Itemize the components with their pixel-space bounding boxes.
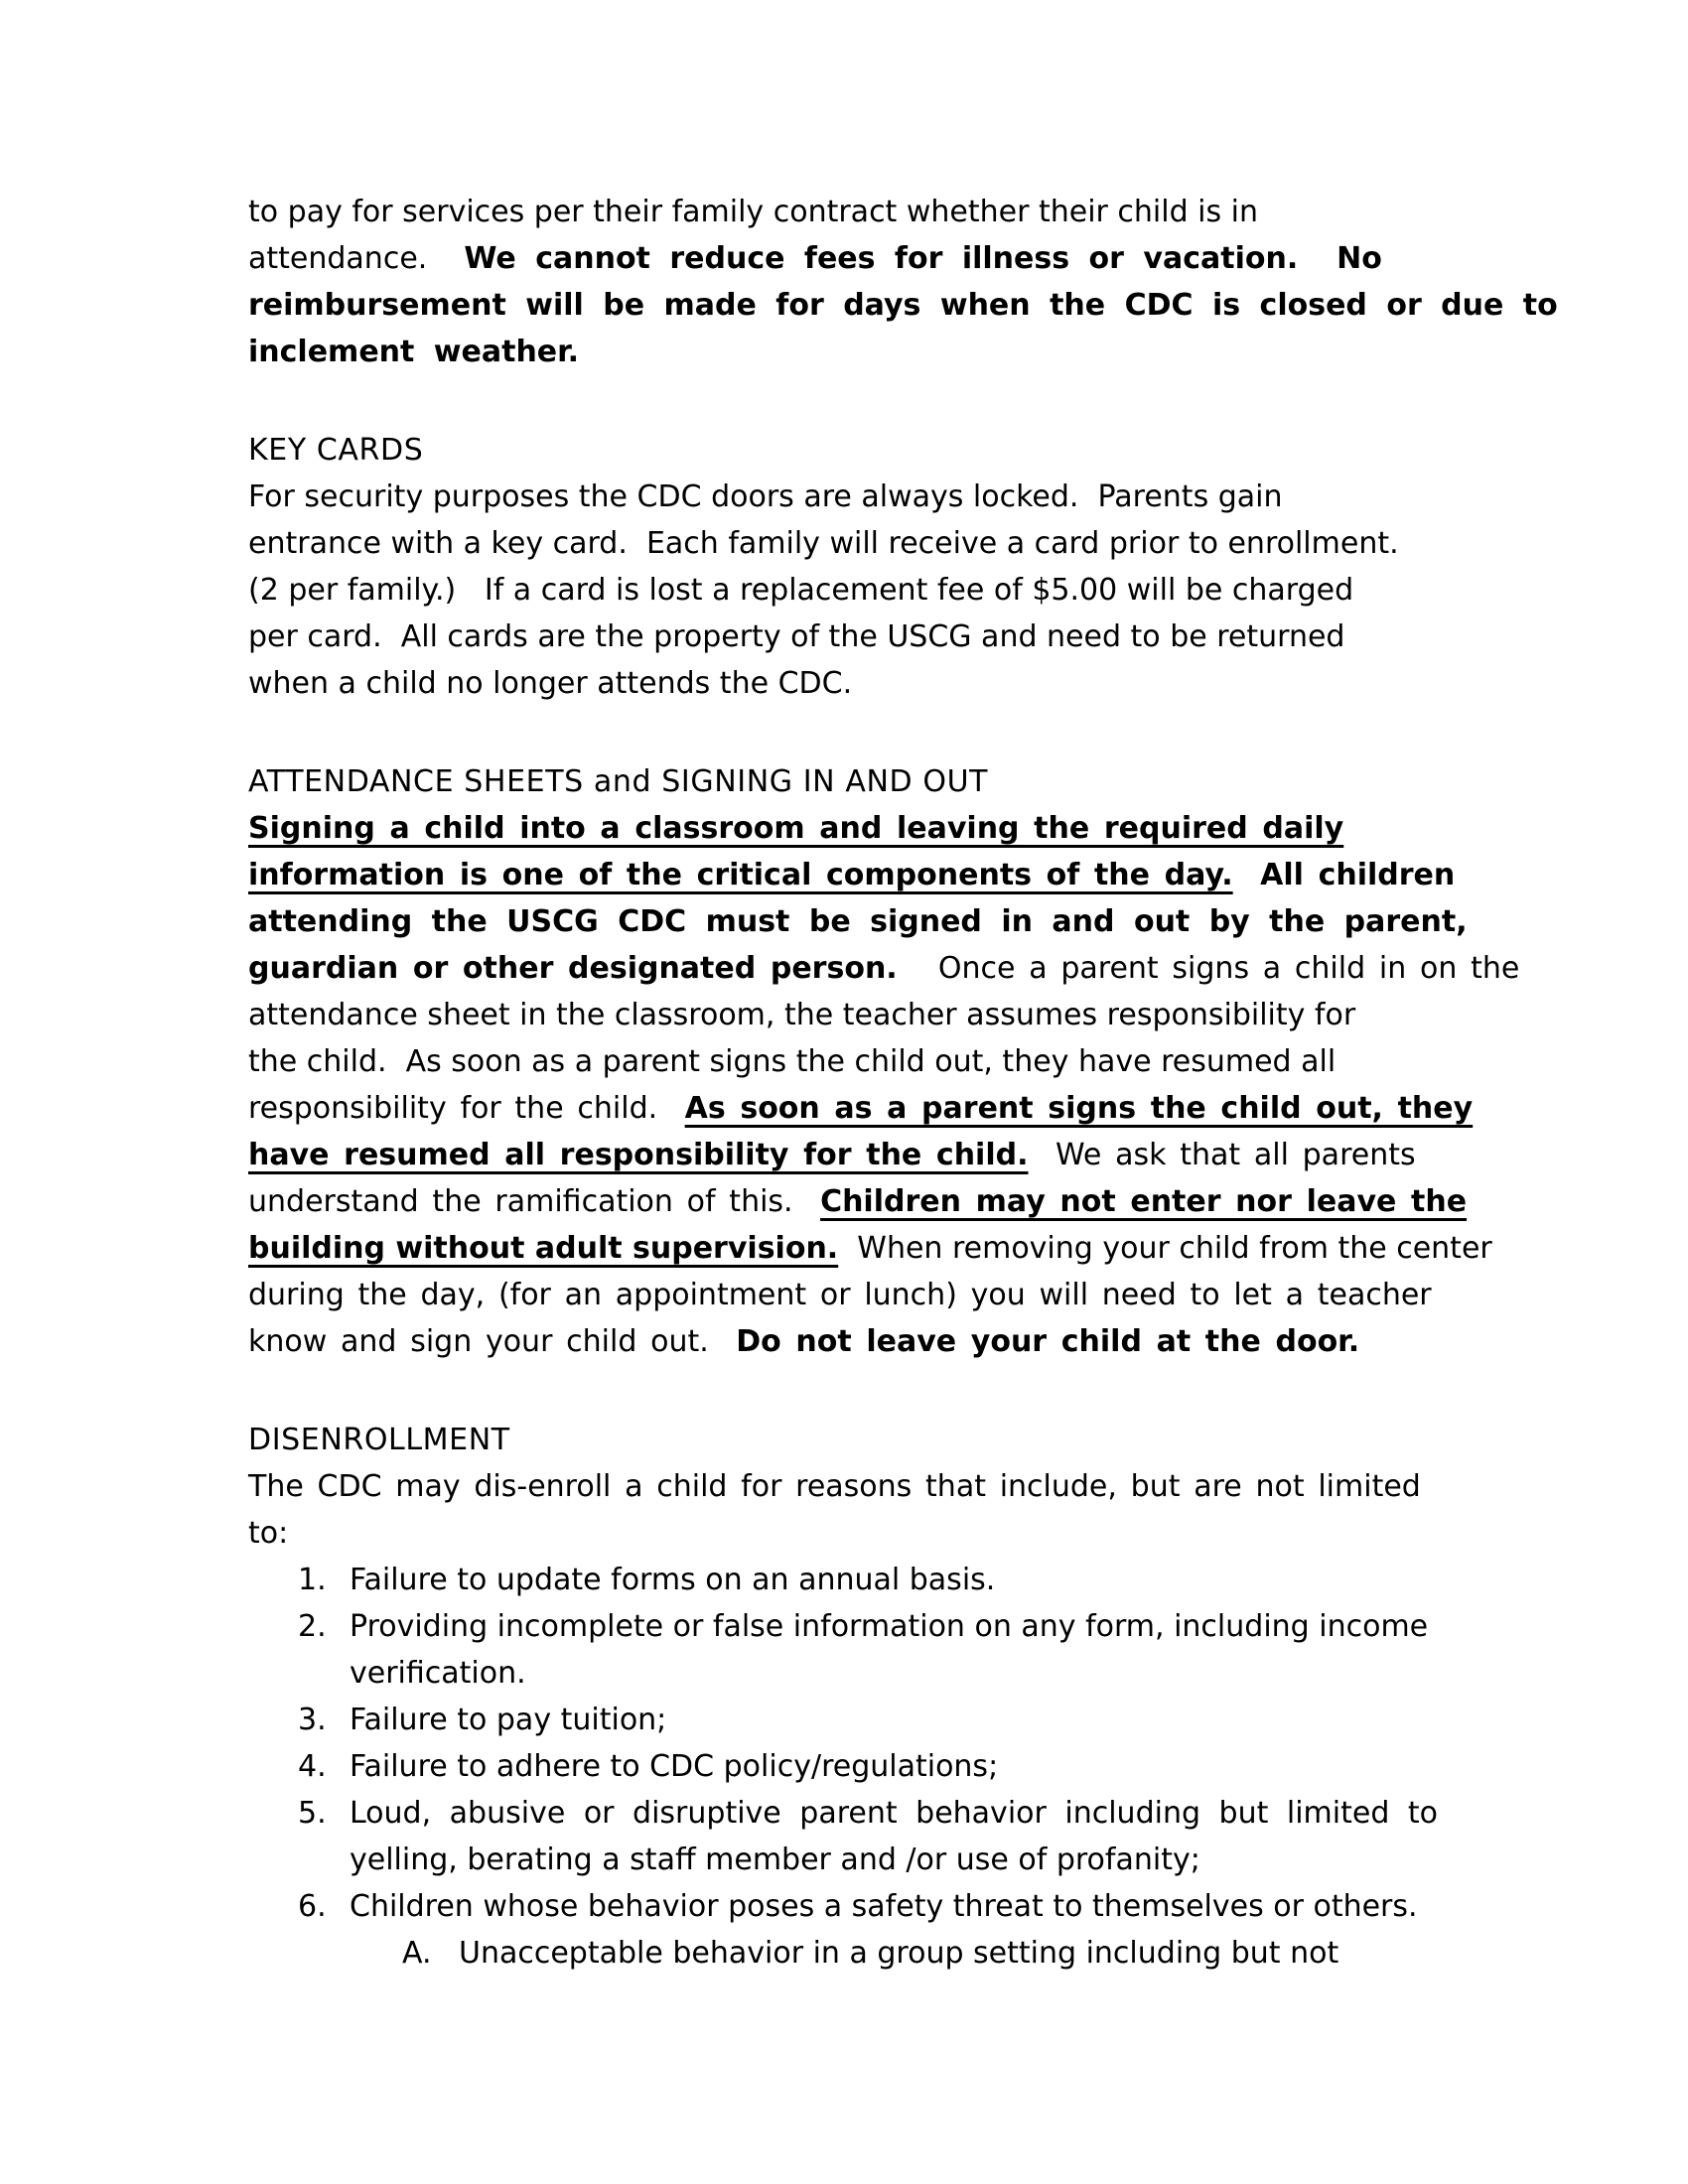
body-text: Failure to update forms on an annual basis. bbox=[350, 1563, 996, 1597]
body-text: Unacceptable behavior in a group setting including but not bbox=[459, 1936, 1339, 1971]
bold-text: inclement weather. bbox=[248, 335, 580, 369]
text-line bbox=[248, 1178, 1468, 1225]
body-text: Failure to pay tuition; bbox=[350, 1703, 667, 1737]
body-text: during the day, (for an appointment or lunch) you will need to let a teacher bbox=[248, 1278, 1432, 1312]
list-item-5 bbox=[248, 1790, 1455, 1883]
text-line bbox=[350, 1650, 1455, 1697]
bold-underline-text: information is one of the critical components of the day. bbox=[248, 858, 1233, 892]
key-cards-heading bbox=[248, 427, 1455, 474]
section-heading-text: ATTENDANCE SHEETS and SIGNING IN AND OUT bbox=[248, 764, 989, 799]
bold-text: guardian or other designated person. bbox=[248, 951, 898, 986]
bold-underline-text: As soon as a parent signs the child out, they bbox=[684, 1091, 1474, 1126]
body-text: verification. bbox=[350, 1656, 526, 1691]
list-item-3 bbox=[248, 1697, 1455, 1743]
text-line bbox=[248, 898, 1468, 945]
list-item-4 bbox=[248, 1743, 1455, 1790]
bold-underline-text: building without adult supervision. bbox=[248, 1231, 839, 1266]
attendance-sheets-heading bbox=[248, 758, 1455, 805]
body-text: responsibility for the child. bbox=[248, 1091, 685, 1126]
attendance-sheets-paragraph bbox=[248, 805, 1520, 1365]
text-line bbox=[459, 1930, 1455, 1977]
list-item-number: 5. bbox=[298, 1796, 327, 1831]
disenrollment-paragraph bbox=[248, 1463, 1455, 1557]
disenrollment-heading bbox=[248, 1417, 1455, 1463]
section-heading-text: KEY CARDS bbox=[248, 433, 424, 468]
list-item-number: 4. bbox=[298, 1749, 327, 1784]
body-text: yelling, berating a staff member and /or use of profanity; bbox=[350, 1843, 1200, 1877]
bold-underline-text: Signing a child into a classroom and leaving the required daily bbox=[248, 811, 1344, 846]
text-line bbox=[248, 1272, 1455, 1318]
bold-text: reimbursement will be made for days when the CDC is closed or due to bbox=[248, 288, 1558, 323]
body-text: Providing incomplete or false information on any form, including income bbox=[350, 1609, 1429, 1644]
text-line bbox=[248, 992, 1455, 1038]
list-item-6 bbox=[248, 1883, 1455, 1930]
text-line bbox=[248, 1132, 1455, 1178]
text-line bbox=[248, 189, 1455, 235]
text-line bbox=[248, 329, 1455, 375]
bold-text: We cannot reduce fees for illness or vacation. No bbox=[464, 241, 1382, 276]
list-item-2 bbox=[248, 1603, 1455, 1697]
body-text: to: bbox=[248, 1516, 289, 1551]
text-line bbox=[350, 1837, 1455, 1883]
text-line bbox=[350, 1697, 1455, 1743]
body-text: to pay for services per their family contract whether their child is in bbox=[248, 195, 1259, 229]
text-line bbox=[248, 1318, 1455, 1365]
body-text: entrance with a key card. Each family will receive a card prior to enrollment. bbox=[248, 526, 1399, 561]
list-subitem-a bbox=[248, 1930, 1455, 1977]
tuition-continued-paragraph bbox=[248, 189, 1558, 375]
body-text: when a child no longer attends the CDC. bbox=[248, 666, 853, 701]
disenrollment-list bbox=[248, 1557, 1455, 1977]
section-heading-text: DISENROLLMENT bbox=[248, 1423, 510, 1457]
bold-text: Do not leave your child at the door. bbox=[736, 1324, 1360, 1359]
text-line bbox=[248, 805, 1455, 852]
text-line bbox=[248, 567, 1455, 614]
body-text: We ask that all parents bbox=[1028, 1138, 1416, 1172]
list-item-number: 6. bbox=[298, 1889, 327, 1924]
body-text: Loud, abusive or disruptive parent behavior including but limited to bbox=[350, 1796, 1439, 1831]
text-line bbox=[248, 1510, 1455, 1557]
text-line bbox=[350, 1790, 1455, 1837]
bold-underline-text: have resumed all responsibility for the child. bbox=[248, 1138, 1029, 1172]
body-text: For security purposes the CDC doors are always locked. Parents gain bbox=[248, 479, 1283, 514]
text-line bbox=[248, 614, 1455, 660]
text-line bbox=[350, 1603, 1455, 1650]
body-text: attendance. bbox=[248, 241, 465, 276]
body-text: When removing your child from the center bbox=[838, 1231, 1492, 1266]
text-line bbox=[248, 660, 1455, 707]
list-subitem-letter: A. bbox=[402, 1936, 432, 1971]
body-text: the child. As soon as a parent signs the child out, they have resumed all bbox=[248, 1044, 1336, 1079]
body-text: per card. All cards are the property of the USCG and need to be returned bbox=[248, 619, 1345, 654]
body-text: The CDC may dis-enroll a child for reasons that include, but are not limited bbox=[248, 1469, 1421, 1504]
text-line bbox=[248, 235, 1455, 282]
text-line bbox=[350, 1743, 1455, 1790]
text-line bbox=[350, 1557, 1455, 1603]
body-text: (2 per family.) If a card is lost a replacement fee of $5.00 will be charged bbox=[248, 573, 1354, 608]
list-item-number: 2. bbox=[298, 1609, 327, 1644]
list-item-number: 3. bbox=[298, 1703, 327, 1737]
body-text: Failure to adhere to CDC policy/regulations; bbox=[350, 1749, 999, 1784]
bold-text: All children bbox=[1260, 858, 1456, 892]
body-text: attendance sheet in the classroom, the teacher assumes responsibility for bbox=[248, 998, 1356, 1032]
body-text: Once a parent signs a child in on the bbox=[897, 951, 1520, 986]
text-line bbox=[248, 852, 1455, 898]
body-text: understand the ramification of this. bbox=[248, 1184, 821, 1219]
text-line bbox=[248, 1085, 1474, 1132]
body-text bbox=[1233, 858, 1260, 892]
text-line bbox=[248, 520, 1455, 567]
body-text: know and sign your child out. bbox=[248, 1324, 737, 1359]
document-page bbox=[248, 189, 1558, 1977]
text-line bbox=[248, 474, 1455, 520]
bold-text: attending the USCG CDC must be signed in and out by the parent, bbox=[248, 904, 1468, 939]
text-line bbox=[350, 1883, 1455, 1930]
list-item-1 bbox=[248, 1557, 1455, 1603]
text-line bbox=[248, 1463, 1455, 1510]
text-line bbox=[248, 1038, 1455, 1085]
text-line bbox=[248, 282, 1558, 329]
bold-underline-text: Children may not enter nor leave the bbox=[820, 1184, 1468, 1219]
text-line bbox=[248, 1225, 1492, 1272]
list-item-number: 1. bbox=[298, 1563, 327, 1597]
body-text: Children whose behavior poses a safety threat to themselves or others. bbox=[350, 1889, 1418, 1924]
text-line bbox=[248, 945, 1520, 992]
key-cards-paragraph bbox=[248, 474, 1455, 707]
